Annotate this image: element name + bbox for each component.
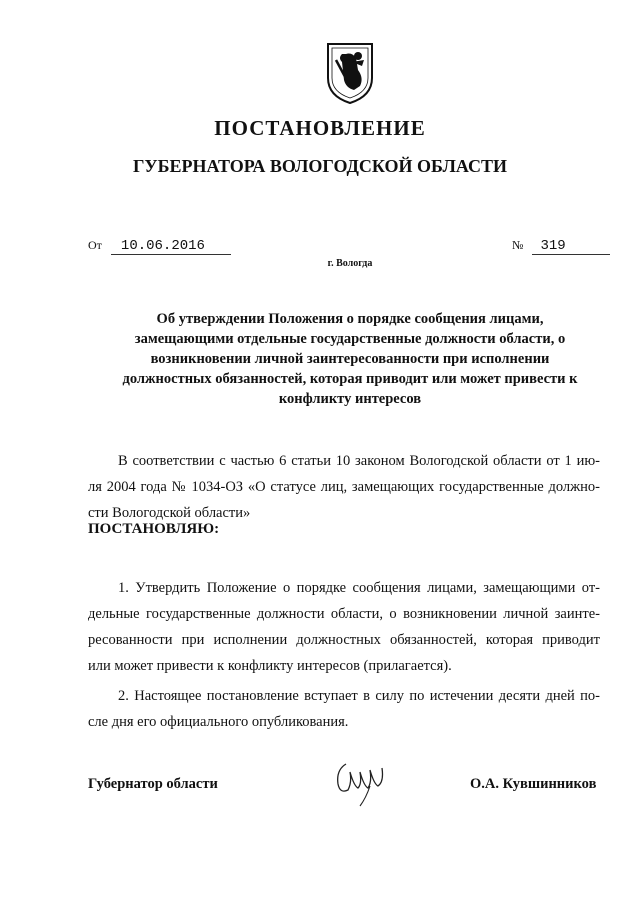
city-label: г. Вологда [327, 258, 373, 269]
number-value: 319 [532, 238, 610, 255]
handwritten-signature [330, 756, 390, 808]
signatory-position: Губернатор области [88, 776, 218, 792]
preamble-paragraph [88, 448, 600, 526]
text-line: В соответствии с частью 6 статьи 10 законом Вологодской области от 1 ию- [118, 453, 600, 469]
item-1-paragraph [88, 575, 600, 679]
decree-word: ПОСТАНОВЛЯЮ: [88, 521, 220, 537]
text-line: 2. Настоящее постановление вступает в силу по истечении десяти дней по- [118, 688, 600, 704]
text-line: или может привести к конфликту интересов (прилагается). [88, 658, 452, 674]
document-subtitle: ГУБЕРНАТОРА ВОЛОГОДСКОЙ ОБЛАСТИ [132, 156, 508, 176]
text-line: сти Вологодской области» [88, 505, 251, 521]
text-line: сле дня его официального опубликования. [88, 714, 349, 730]
date-field [88, 238, 231, 255]
item-2-paragraph [88, 683, 600, 735]
text-line: ресованности при исполнении должностных обязанностей, которая приводит [88, 632, 600, 648]
date-prefix: От [88, 238, 102, 252]
number-field [512, 238, 610, 255]
coat-of-arms-icon [322, 40, 378, 106]
document-title: ПОСТАНОВЛЕНИЕ [214, 116, 426, 140]
text-line: дельные государственные должности области, о возникновении личной заинте- [88, 606, 600, 622]
signatory-name: О.А. Кувшинников [470, 776, 597, 792]
number-prefix: № [512, 238, 524, 252]
document-subject: Об утверждении Положения о порядке сообщения лицами, замещающими отдельные государственные должности области, о возникновении личной заинтересованности при исполнении должностных обязанностей, которая приводит или может привести к конфликту интересов [122, 311, 578, 407]
text-line: 1. Утвердить Положение о порядке сообщения лицами, замещающими от- [118, 580, 600, 596]
text-line: ля 2004 года № 1034-ОЗ «О статусе лиц, замещающих государственные должно- [88, 479, 600, 495]
date-value: 10.06.2016 [111, 238, 231, 255]
